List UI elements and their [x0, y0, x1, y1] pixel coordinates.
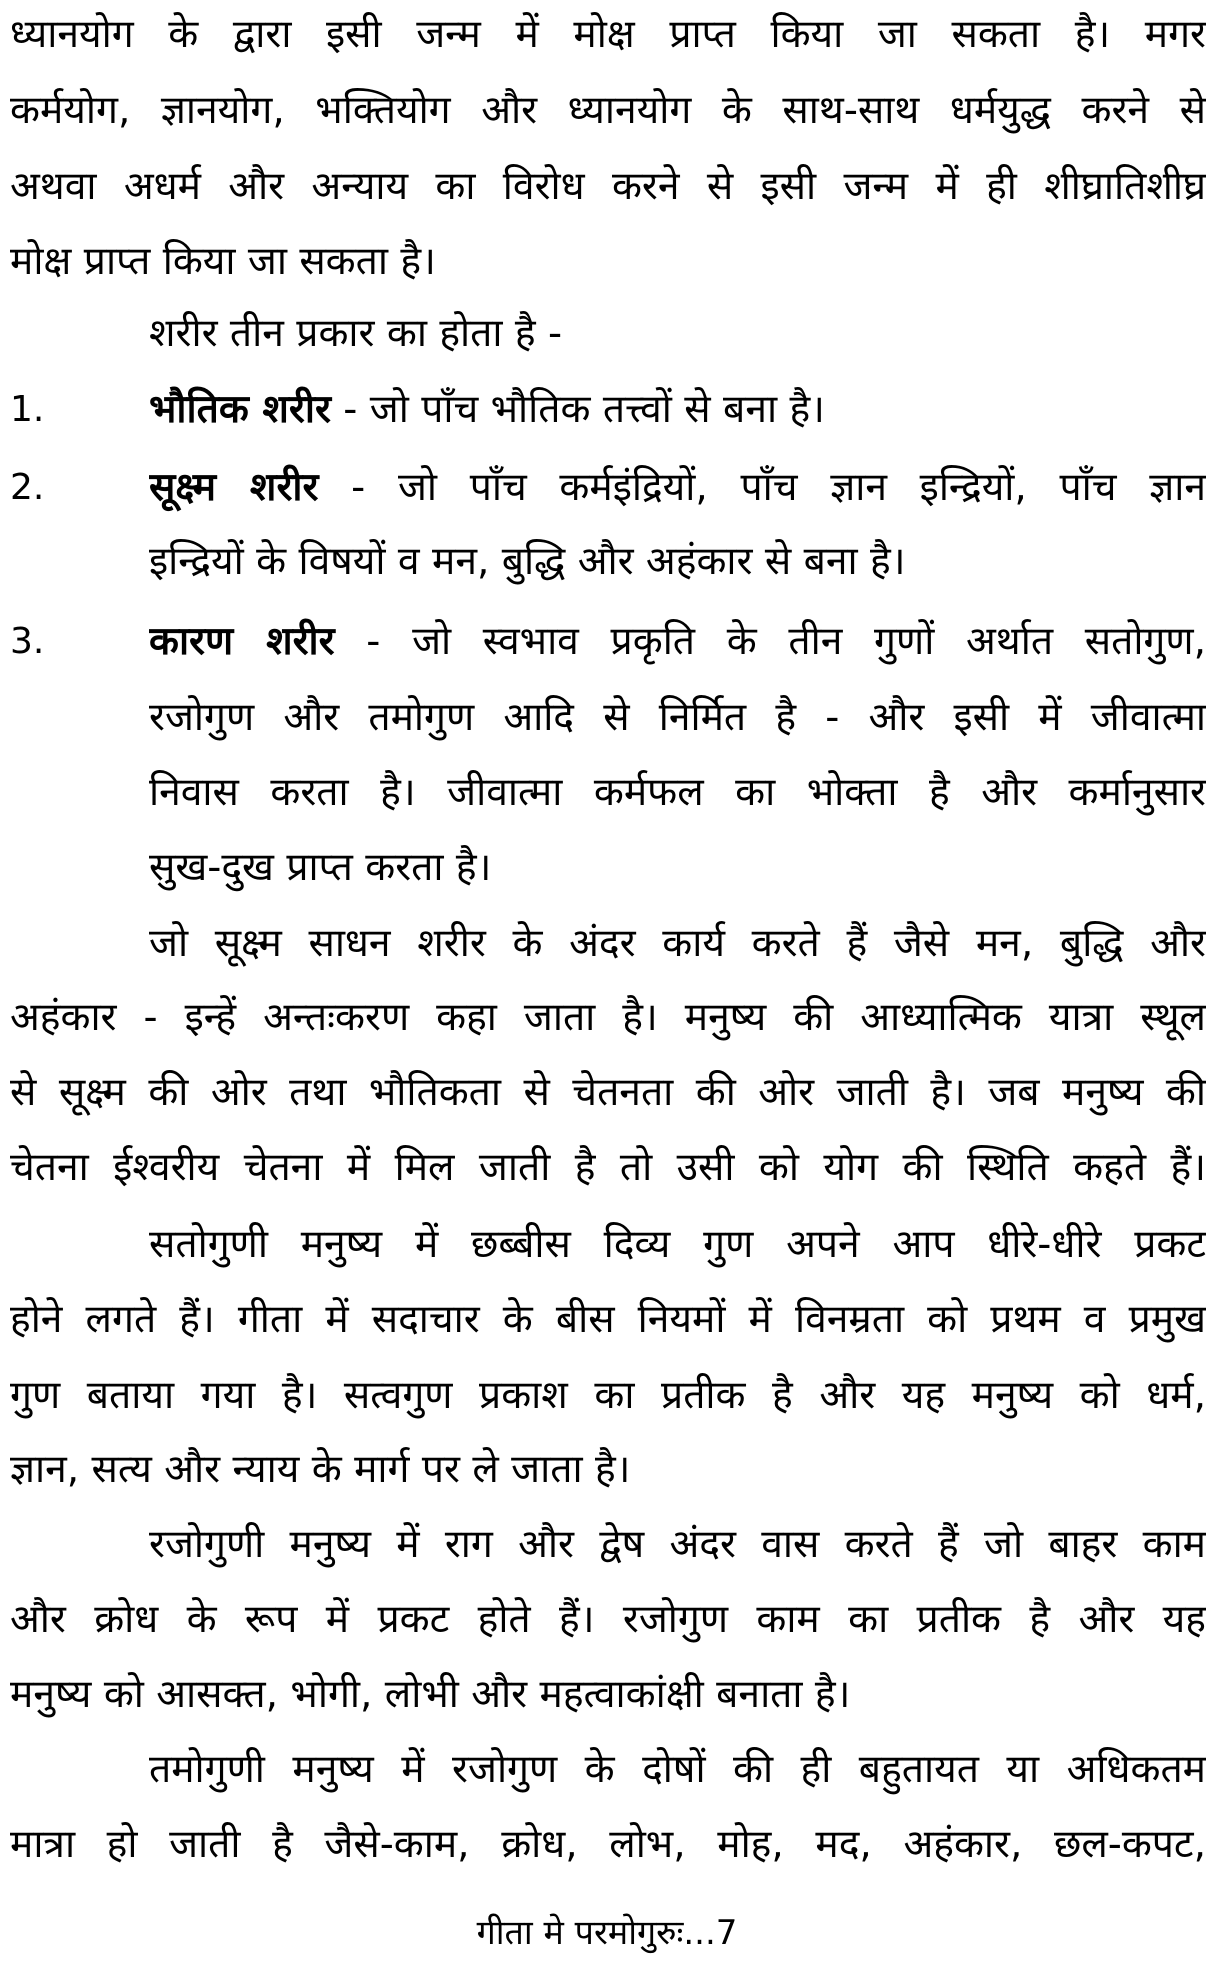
text-line: कर्मयोग, ज्ञानयोग, भक्तियोग और ध्यानयोग के साथ-साथ धर्मयुद्ध करने से	[10, 88, 1206, 133]
text-line: गुण बताया गया है। सत्वगुण प्रकाश का प्रतीक है और यह मनुष्य को धर्म,	[10, 1373, 1206, 1418]
text-line: अहंकार - इन्हें अन्तःकरण कहा जाता है। मनुष्य की आध्यात्मिक यात्रा स्थूल	[10, 995, 1206, 1040]
text-line: तमोगुणी मनुष्य में रजोगुण के दोषों की ही बहुतायत या अधिकतम	[149, 1747, 1206, 1792]
list-text: - जो पाँच कर्मइंद्रियों, पाँच ज्ञान इन्द्रियों, पाँच ज्ञान	[318, 465, 1206, 510]
list-number: 3.	[10, 621, 45, 662]
text-line: से सूक्ष्म की ओर तथा भौतिकता से चेतनता की ओर जाती है। जब मनुष्य की	[10, 1070, 1206, 1115]
text-line: रजोगुणी मनुष्य में राग और द्वेष अंदर वास करते हैं जो बाहर काम	[149, 1522, 1206, 1567]
text-line: निवास करता है। जीवात्मा कर्मफल का भोक्ता है और कर्मानुसार	[149, 770, 1206, 815]
text-line: सतोगुणी मनुष्य में छब्बीस दिव्य गुण अपने आप धीरे-धीरे प्रकट	[149, 1222, 1206, 1267]
text-line: मात्रा हो जाती है जैसे-काम, क्रोध, लोभ, मोह, मद, अहंकार, छल-कपट,	[10, 1822, 1206, 1867]
list-item	[149, 380, 1206, 440]
text-line: ज्ञान, सत्य और न्याय के मार्ग पर ले जाता है।	[10, 1447, 631, 1492]
text-line: सुख-दुख प्राप्त करता है।	[149, 845, 492, 890]
list-item	[149, 458, 1206, 518]
list-term: भौतिक शरीर	[149, 387, 331, 432]
list-text: - जो स्वभाव प्रकृति के तीन गुणों अर्थात सतोगुण,	[334, 619, 1206, 664]
text-line: इन्द्रियों के विषयों व मन, बुद्धि और अहंकार से बना है।	[149, 539, 906, 584]
text-line: मोक्ष प्राप्त किया जा सकता है।	[10, 239, 436, 284]
text-line: और क्रोध के रूप में प्रकट होते हैं। रजोगुण काम का प्रतीक है और यह	[10, 1597, 1206, 1642]
text-line: होने लगते हैं। गीता में सदाचार के बीस नियमों में विनम्रता को प्रथम व प्रमुख	[10, 1297, 1206, 1342]
list-number: 2.	[10, 467, 45, 508]
list-item	[149, 612, 1206, 672]
text-line: जो सूक्ष्म साधन शरीर के अंदर कार्य करते हैं जैसे मन, बुद्धि और	[149, 921, 1206, 966]
text-line: ध्यानयोग के द्वारा इसी जन्म में मोक्ष प्राप्त किया जा सकता है। मगर	[10, 12, 1206, 57]
list-text: - जो पाँच भौतिक तत्त्वों से बना है।	[330, 387, 825, 432]
text-line: शरीर तीन प्रकार का होता है -	[149, 311, 563, 356]
list-number: 1.	[10, 389, 45, 430]
text-line: अथवा अधर्म और अन्याय का विरोध करने से इसी जन्म में ही शीघ्रातिशीघ्र	[10, 164, 1206, 209]
text-line: रजोगुण और तमोगुण आदि से निर्मित है - और इसी में जीवात्मा	[149, 695, 1206, 740]
text-line: चेतना ईश्वरीय चेतना में मिल जाती है तो उसी को योग की स्थिति कहते हैं।	[10, 1145, 1206, 1190]
list-term: कारण शरीर	[149, 619, 335, 664]
text-line: मनुष्य को आसक्त, भोगी, लोभी और महत्वाकांक्षी बनाता है।	[10, 1672, 851, 1717]
list-term: सूक्ष्म शरीर	[149, 465, 319, 510]
page-footer: गीता मे परमोगुरुः...7	[476, 1913, 738, 1953]
